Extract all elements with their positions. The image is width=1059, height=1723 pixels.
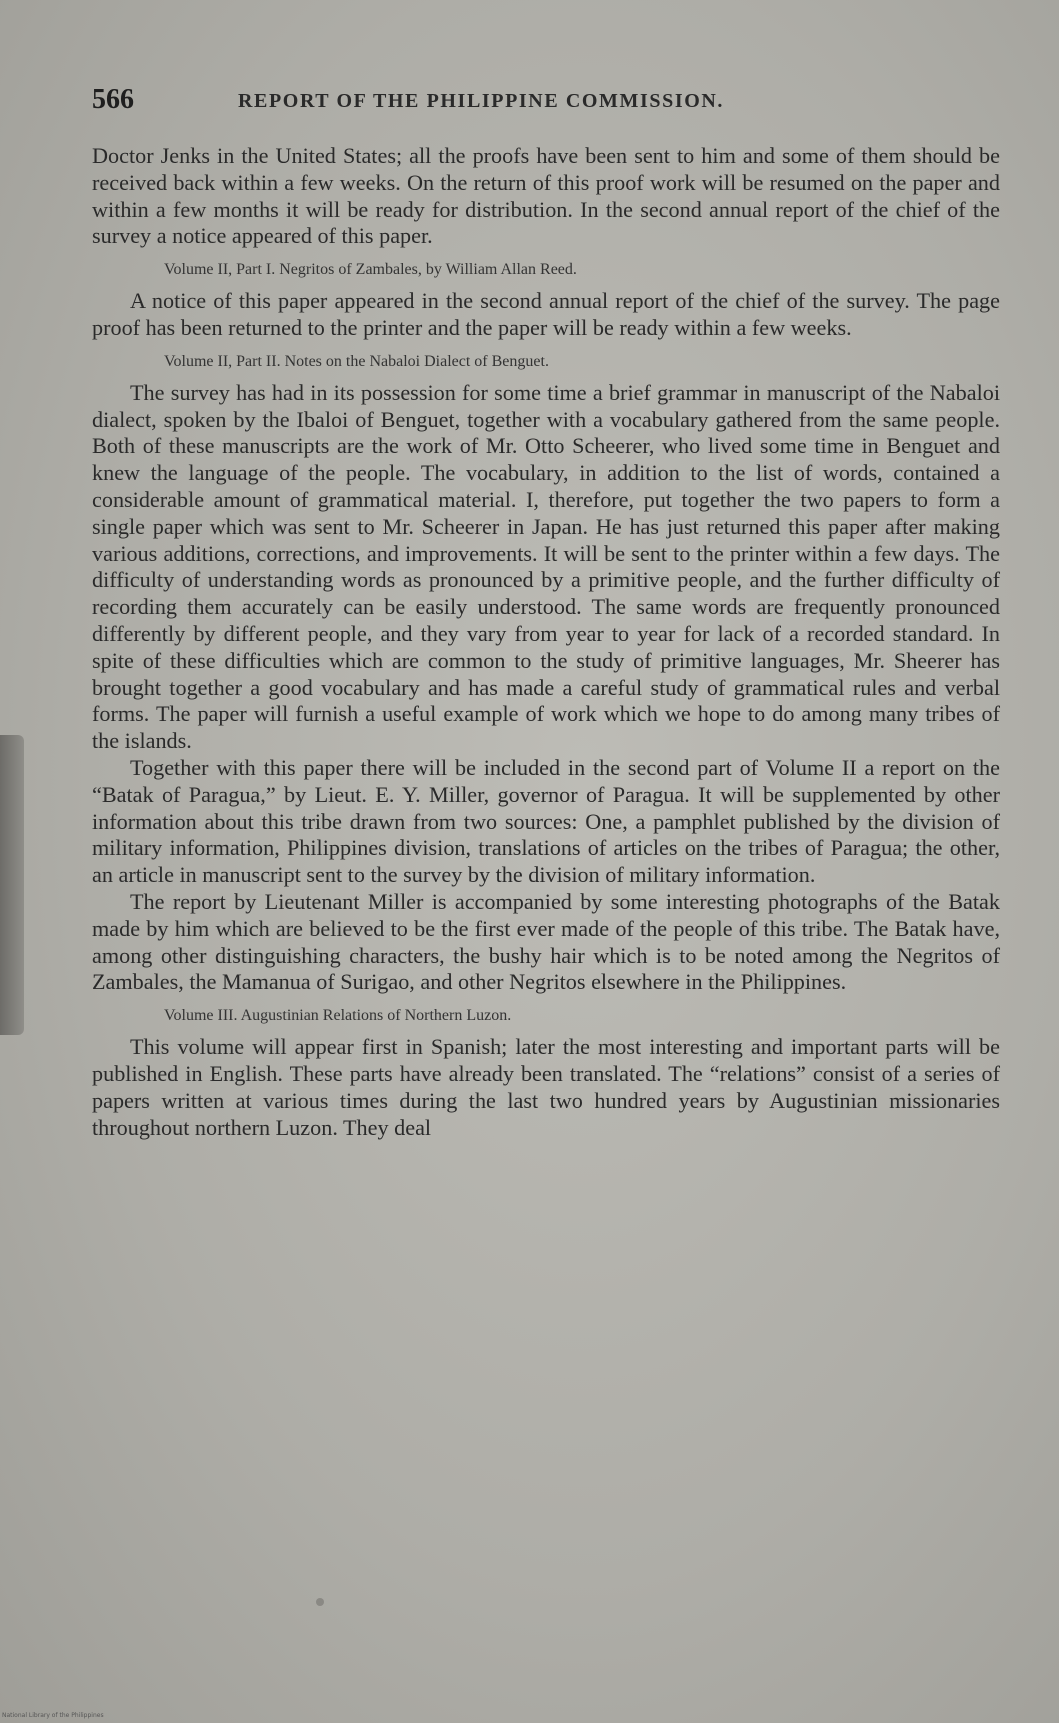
section-heading-vol2-part1: Volume II, Part I. Negritos of Zambales, by William Allan Reed. [164,261,577,279]
binding-edge [0,735,24,1035]
running-head: REPORT OF THE PHILIPPINE COMMISSION. [238,90,725,112]
page-body [92,143,1000,1141]
ink-mark [316,1598,324,1606]
section-heading-vol3: Volume III. Augustinian Relations of Northern Luzon. [164,1007,512,1025]
section-heading-vol2-part2: Volume II, Part II. Notes on the Nabaloi Dialect of Benguet. [164,352,549,370]
paragraph: The survey has had in its possession for some time a brief grammar in manuscript of the Nabaloi dialect, spoken by the Ibaloi of Benguet, together with a vocabulary gathered from the same people. Both of these manuscripts are the work of Mr. Otto Scheerer, who lived some time in Benguet and knew the language of the people. The vocabulary, in addition to the list of words, contained a considerable amount of grammatical material. I, therefore, put together the two papers to form a single paper which was sent to Mr. Scheerer in Japan. He has just returned this paper after making various additions, corrections, and improvements. It will be sent to the printer within a few days. The difficulty of understanding words as pronounced by a primitive people, and the further difficulty of recording them accurately can be easily understood. The same words are frequently pronounced differently by different people, and they vary from year to year for lack of a recorded standard. In spite of these difficulties which are common to the study of primitive languages, Mr. Sheerer has brought together a good vocabulary and has made a careful study of grammatical rules and verbal forms. The paper will furnish a useful example of work which we hope to do among many tribes of the islands. [92,379,1000,754]
paragraph: This volume will appear first in Spanish; later the most interesting and important parts will be published in English. These parts have already been translated. The “relations” consist of a series of papers written at various times during the last two hundred years by Augustinian missionaries throughout northern Luzon. They deal [92,1034,1000,1140]
paragraph-continuation: Doctor Jenks in the United States; all the proofs have been sent to him and some of them should be received back within a few weeks. On the return of this proof work will be resumed on the paper and within a few months it will be ready for distribution. In the second annual report of the chief of the survey a notice appeared of this paper. [92,143,1000,249]
paragraph: The report by Lieutenant Miller is accompanied by some interesting photographs of the Batak made by him which are believed to be the first ever made of the people of this tribe. The Batak have, among other distinguishing characters, the bushy hair which is to be noted among the Negritos of Zambales, the Mamanua of Surigao, and other Negritos elsewhere in the Philippines. [92,888,1000,995]
page-header [92,84,992,124]
page-number: 566 [92,84,134,115]
paragraph: A notice of this paper appeared in the second annual report of the chief of the survey. The page proof has been returned to the printer and the paper will be ready within a few weeks. [92,288,1000,340]
scan-credit: National Library of the Philippines [2,1712,104,1719]
paragraph: Together with this paper there will be included in the second part of Volume II a report on the “Batak of Paragua,” by Lieut. E. Y. Miller, governor of Paragua. It will be supplemented by other information about this tribe drawn from two sources: One, a pamphlet published by the division of military information, Philippines division, translations of articles on the tribes of Paragua; the other, an article in manuscript sent to the survey by the division of military information. [92,754,1000,888]
